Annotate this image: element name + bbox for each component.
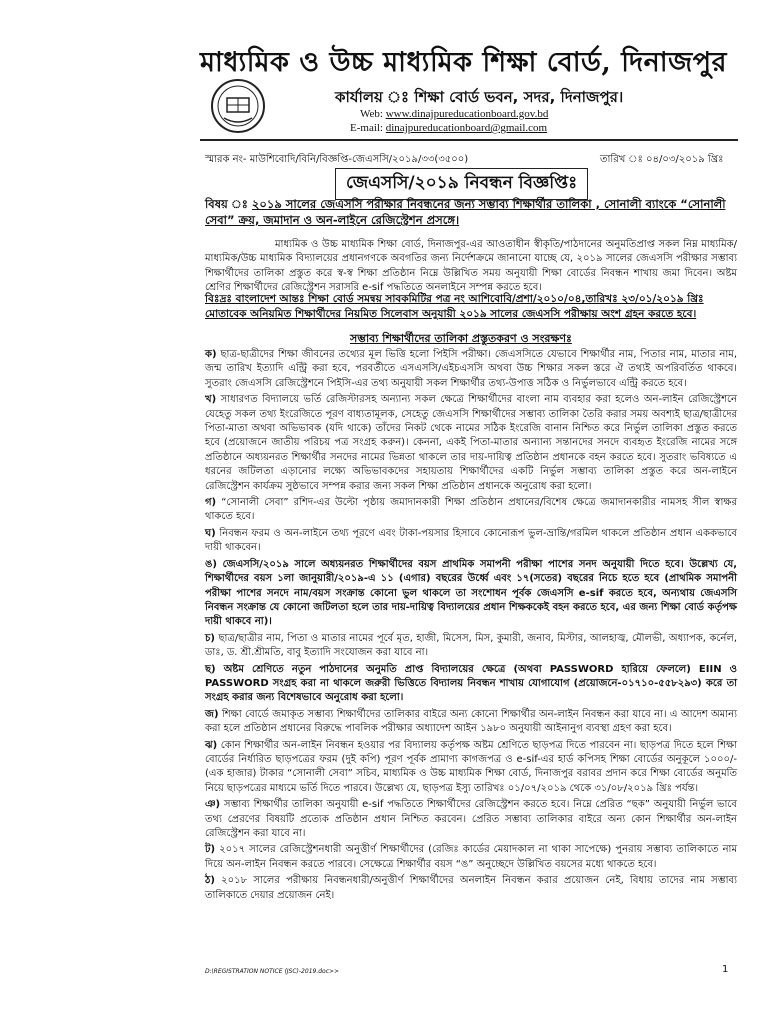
list-item xyxy=(205,798,737,841)
section-heading: সম্ভাব্য শিক্ষার্থীদের তালিকা প্রস্তুতকরণ ও সংরক্ষণঃ xyxy=(350,332,572,345)
website-link[interactable]: www.dinajpureducationboard.gov.bd xyxy=(385,108,549,120)
page-number: 1 xyxy=(722,964,729,975)
notice-date: তারিখ ঃ ০৪/০৩/২০১৯ খ্রিঃ xyxy=(600,154,724,165)
notice-title: জেএসসি/২০১৯ নিবন্ধন বিজ্ঞপ্তিঃ xyxy=(335,168,588,200)
board-logo-icon xyxy=(210,78,266,134)
list-item xyxy=(205,632,737,661)
item-key: ঠ) xyxy=(205,875,215,887)
subject-prefix: বিষয় ঃ xyxy=(205,197,252,211)
header-divider xyxy=(200,139,738,141)
item-text: ছাত্র/ছাত্রীর নাম, পিতা ও মাতার নামের পূর্বে মৃত, হাজী, মিসেস, মিস, কুমারী, জনাব, মিস্টার, আলহাজ্ব, মৌলভী, অধ্যাপক, কর্নেল, ডাঃ, ড. শ্রী.শ্রীমতি, বাবু ইত্যাদি সংযোজন করা যাবে না। xyxy=(205,632,738,659)
list-item xyxy=(205,843,737,872)
list-item xyxy=(205,558,737,630)
item-key: জ) xyxy=(205,708,219,720)
item-key: চ) xyxy=(205,632,215,644)
subject-text: ২০১৯ সালের জেএসসি পরীক্ষার নিবন্ধনের জন্য সম্ভাব্য শিক্ষার্থীর তালিকা , সোনালী ব্যাংকে “সোনালী সেবা” ক্রয়, জমাদান ও অন-লাইনে রেজিস্ট্রেশন প্রসঙ্গে। xyxy=(205,197,726,227)
email-label: E-mail: xyxy=(350,122,386,134)
footer-file-path: D:\REGISTRATION NOTICE (JSC)-2019.doc>> xyxy=(205,968,340,975)
list-item xyxy=(205,739,737,797)
item-text: সাধারণত বিদ্যালয়ে ভর্তি রেজিস্টারসহ অন্যান্য সকল ক্ষেত্রে শিক্ষার্থীদের বাংলা নাম ব্যবহার করা হলেও অন-লাইন রেজিস্ট্রেশনে যেহেতু সকল তথ্য ইংরেজিতে পূরণ বাধ্যতামূলক, সেহেতু জেএসসি শিক্ষার্থীদের সম্ভাব্য তালিকা তৈরি করার সময় অবশ্যই ছাত্র/ছাত্রীদের পিতা-মাতা অথবা অভিভাবক (যদি থাকে) তাঁদের নিকট থেকে নামের সঠিক ইংরেজি বানান নিশ্চিত করে নির্ভুল তালিকা প্রস্তুত করতে হবে (প্রয়োজনে জাতীয় পরিচয় পত্র সংগ্রহ করুন)। কেননা, একই পিতা-মাতার অন্যান্য সন্তানদের সনদে ব্যবহৃত ইংরেজি নামের সঙ্গে প্রতিষ্ঠানে অধ্যয়নরত শিক্ষার্থীর সনদের নামের ভিন্নতা থাকলে তার দায়-দায়িত্ব প্রতিষ্ঠান প্রধানকে বহন করতে হবে। সুতরাং ভবিষ্যতে এ ধরনের জটিলতা এড়ানোর লক্ষ্যে অভিভাবকদের সহায়তায় শিক্ষার্থীদের একটি নির্ভুল সম্ভাব্য তালিকা প্রস্তুত করে অন-লাইনে রেজিস্ট্রেশন কার্যক্রম সুষ্ঠভাবে সম্পন্ন করার জন্য সকল শিক্ষা প্রতিষ্ঠান প্রধানকে অনুরোধ করা হলো। xyxy=(205,394,737,492)
item-key: ক) xyxy=(205,349,217,360)
item-key: ঞ) xyxy=(205,799,221,811)
item-text: ছাত্র-ছাত্রীদের শিক্ষা জীবনের তথ্যের মূল ভিত্তি হলো পিইসি পরীক্ষা। জেএসসিতে যেভাবে শিক্ষার্থীর নাম, পিতার নাম, মাতার নাম, জন্ম তারিখ ইত্যাদি এন্ট্রি করা হবে, পরবর্তীতে এসএসসি/এইচএসসি অথবা উচ্চ শিক্ষার সকল স্তরে ঐ তথ্যই অপরিবর্তিত থাকবে। সুতরাং জেএসসি রেজিস্ট্রেশনে পিইসি-এর তথ্য অনুযায়ী সকল শিক্ষার্থীর তথ্য-উপাত্ত সঠিক ও নির্ভুলভাবে এন্ট্রি করতে হবে। xyxy=(205,349,737,389)
list-item xyxy=(205,874,737,903)
subject-line xyxy=(205,196,737,228)
web-label: Web: xyxy=(360,108,386,120)
letterhead xyxy=(200,42,740,134)
instruction-list xyxy=(205,348,737,905)
item-key: ছ) xyxy=(205,663,216,675)
list-item xyxy=(205,496,737,525)
office-address: কার্যালয় ঃ শিক্ষা বোর্ড ভবন, সদর, দিনাজপুর। xyxy=(335,88,624,106)
item-key: ট) xyxy=(205,844,216,856)
item-key: ঝ) xyxy=(205,739,218,751)
item-text: নিবন্ধন ফরম ও অন-লাইনে তথ্য পূরণে এবং টাকা-পয়সার হিসাবে কোনোরূপ ভুল-ভ্রান্তি/গরমিল থাকলে প্রতিষ্ঠান প্রধান এককভাবে দায়ী থাকবেন। xyxy=(205,527,737,554)
website-line xyxy=(360,108,548,120)
intro-paragraph: মাধ্যমিক ও উচ্চ মাধ্যমিক শিক্ষা বোর্ড, দিনাজপুর-এর আওতাধীন স্বীকৃতি/পাঠদানের অনুমতিপ্রাপ্ত সকল নিম্ন মাধ্যমিক/মাধ্যমিক/উচ্চ মাধ্যমিক বিদ্যালয়ের প্রধানগণকে অবগতির জন্য নির্দেশক্রমে জানানো যাচ্ছে যে, ২০১৯ সালের জেএসসি পরীক্ষার সম্ভাব্য শিক্ষার্থীদের তালিকা প্রস্তুত করে স্ব-স্ব শিক্ষা প্রতিষ্ঠান নিম্নে উল্লিখিত সময় অনুযায়ী শিক্ষা বোর্ডের নিবন্ধন শাখায় জমা দিবেন। অষ্টম শ্রেণির শিক্ষার্থীদের রেজিস্ট্রেশন সরাসরি e-sif পদ্ধতিতে অনলাইনে সম্পন্ন করতে হবে। xyxy=(205,239,737,294)
item-text: কোন শিক্ষার্থীর অন-লাইন নিবন্ধন হওয়ার পর বিদ্যালয় কর্তৃপক্ষ অষ্টম শ্রেণিতে ছাড়পত্র দিতে পারবেন না। ছাড়পত্র দিতে হলে শিক্ষা বোর্ডের নির্ধারিত ছাড়পত্রের ফরম (দুই কপি) পূরণ পূর্বক প্রামাণ্য কাগজপত্র ও e-sif-এর হার্ড কপিসহ শিক্ষা বোর্ডের অনুকূলে ১০০০/-(এক হাজার) টাকার “সোনালী সেবা” সচিব, মাধ্যমিক ও উচ্চ মাধ্যমিক শিক্ষা বোর্ড, দিনাজপুর বরাবর প্রদান করে শিক্ষা বোর্ডের অনুমতি নিয়ে ছাড়পত্রের মাধ্যমে ভর্তি দিতে পারবে। উল্লেখ্য যে, ছাড়পত্র ইস্যু তারিখঃ ০১/০৭/২০১৯ থেকে ৩১/০৮/২০১৯ খ্রিঃ পর্যন্ত। xyxy=(205,739,737,794)
item-text: ২০১৭ সালের রেজিস্ট্রেশনধারী অনুত্তীর্ণ শিক্ষার্থীদের (রেজিঃ কার্ডের মেয়াদকাল না থাকা সাপেক্ষে) পুনরায় সম্ভাব্য তালিকাতে নাম দিয়ে অন-লাইন নিবন্ধন করতে পারবে। সেক্ষেত্রে শিক্ষার্থীর বয়স “ঙ” অনুচ্ছেদে উল্লিখিত বয়সের মধ্যে থাকতে হবে। xyxy=(205,844,737,870)
item-text: জেএসসি/২০১৯ সালে অধ্যয়নরত শিক্ষার্থীদের বয়স প্রাথমিক সমাপনী পরীক্ষা পাশের সনদ অনুযায়ী দিতে হবে। উল্লেখ্য যে, শিক্ষার্থীদের বয়স ১লা জানুয়ারী/২০১৯-এ ১১ (এগার) বছরের উর্ধ্বে এবং ১৭(সতের) বছরের নিচে হতে হবে (প্রাথমিক সমাপনী পরীক্ষা পাশের সনদে নাম/বয়স সংক্রান্ত কোনো ভুল থাকলে তা সংশোধন পূর্বক জেএসসি e-sif করতে হবে, অন্যথায় জেএসসি নিবন্ধন সংক্রান্ত যে কোনো জটিলতা হলে তার দায়-দায়িত্ব বিদ্যালয়ের প্রধান শিক্ষককেই বহন করতে হবে, এর জন্য শিক্ষা বোর্ড কর্তৃপক্ষ দায়ী থাকবে না)। xyxy=(205,558,738,628)
list-item xyxy=(205,663,737,706)
email-link[interactable]: dinajpureducationboard@gmail.com xyxy=(385,122,548,134)
item-key: খ) xyxy=(205,394,217,406)
item-text: অষ্টম শ্রেণিতে নতুন পাঠদানের অনুমতি প্রাপ্ত বিদ্যালয়ের ক্ষেত্রে (অথবা PASSWORD হারিয়ে ফেললে) EIIN ও PASSWORD সংগ্রহ করা না থাকলে জরুরী ভিত্তিতে বিদ্যালয় নিবন্ধন শাখায় যোগাযোগ (প্রয়োজনে-০১৭১০-৫৫৮২৯৩) করে তা সংগ্রহ করার জন্য বিশেষভাবে অনুরোধ করা হলো। xyxy=(205,663,738,704)
item-key: ঙ) xyxy=(205,558,217,570)
item-text: ২০১৮ সালের পরীক্ষায় নিবন্ধনধারী/অনুত্তীর্ণ শিক্ষার্থীদের অনলাইন নিবন্ধন করার প্রয়োজন নেই, বিধায় তাদের নাম সম্ভাব্য তালিকাতে দেয়ার প্রয়োজন নেই। xyxy=(205,875,737,901)
note-paragraph: বিঃদ্রঃ বাংলাদেশ আন্তঃ শিক্ষা বোর্ড সমন্বয় সাবকমিটির পত্র নং আশিবোবি/প্রশা/২০১০/০৪,তারিখঃ ২৩/০১/২০১৯ খ্রিঃ মোতাবেক অনিয়মিত শিক্ষার্থীদের নিয়মিত সিলেবাস অনুযায়ী ২০১৯ সালের জেএসসি পরীক্ষায় অংশ গ্রহন করতে হবে। xyxy=(205,293,704,320)
item-text: “সোনালী সেবা” রশিদ-এর উল্টো পৃষ্ঠায় জমাদানকারী শিক্ষা প্রতিষ্ঠান প্রধানের/বিশেষ ক্ষেত্রে জমাদানকারীর নামসহ সীল স্বাক্ষর থাকতে হবে। xyxy=(205,497,737,523)
email-line xyxy=(350,122,547,134)
board-title: মাধ্যমিক ও উচ্চ মাধ্যমিক শিক্ষা বোর্ড, দিনাজপুর xyxy=(200,47,727,78)
list-item xyxy=(205,393,737,494)
item-text: সম্ভাব্য শিক্ষার্থীর তালিকা অনুযায়ী e-sif পদ্ধতিতে শিক্ষার্থীদের রেজিস্ট্রেশন করতে হবে। নিম্নে প্রেরিত “ছক” অনুযায়ী নির্ভুল ভাবে তথ্য প্রেরণের বিষয়টি প্রত্যেক প্রতিষ্ঠান প্রধান নিশ্চিত করবেন। প্রেরিত সম্ভাব্য তালিকার বাইরে অন্য কোন শিক্ষার্থীর অন-লাইন রেজিস্ট্রেশন করা যাবে না। xyxy=(205,799,737,839)
memo-number: স্মারক নং- মাউশিবোদি/বিনি/বিজ্ঞপ্তি-জেএসসি/২০১৯/৩৩(৩৫০০) xyxy=(205,154,469,165)
item-key: গ) xyxy=(205,497,217,509)
list-item xyxy=(205,708,737,737)
list-item xyxy=(205,348,737,391)
item-key: ঘ) xyxy=(205,527,216,539)
list-item xyxy=(205,527,737,556)
item-text: শিক্ষা বোর্ডে জমাকৃত সম্ভাব্য শিক্ষার্থীদের তালিকার বাইরে অন্য কোনো শিক্ষার্থীর অন-লাইন নিবন্ধন করা যাবে না। এ আদেশ অমান্য করা হলে প্রতিষ্ঠান প্রধানের বিরুদ্ধে পাবলিক পরীক্ষার অধ্যাদেশ আইন ১৯৮০ অনুযায়ী আইনানুগ ব্যবস্থা গ্রহণ করা হবে। xyxy=(205,708,738,735)
